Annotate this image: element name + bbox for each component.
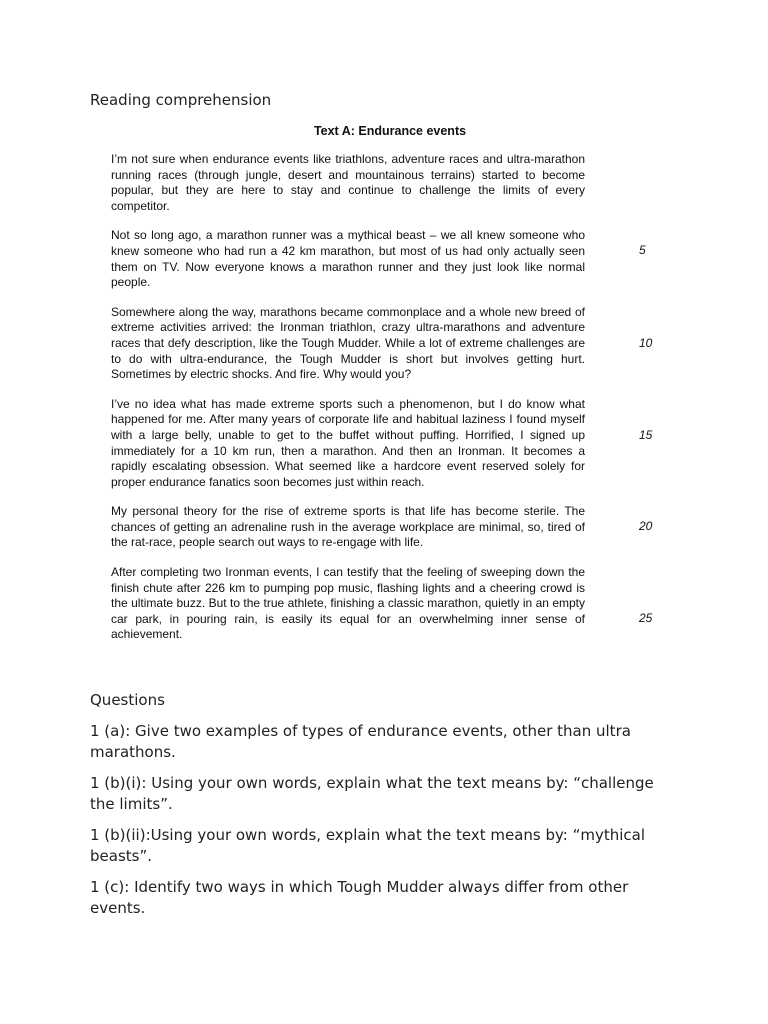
passage-paragraph-3 [111,304,653,383]
line-number-15: 15 [639,427,653,442]
passage-paragraph-4 [111,396,653,491]
question-1a: 1 (a): Give two examples of types of endurance events, other than ultra marathons. [90,722,631,761]
line-number-10: 10 [639,335,653,350]
question-1b-ii: 1 (b)(ii):Using your own words, explain what the text means by: “mythical beasts”. [90,826,646,865]
passage-paragraph-2 [111,228,646,290]
question-1b-i: 1 (b)(i): Using your own words, explain what the text means by: “challenge the limits”. [90,774,654,813]
passage-paragraph-5 [111,504,653,551]
passage-paragraph-6 [111,565,653,643]
paragraph-text: My personal theory for the rise of extreme sports is that life has become sterile. The chances of getting an adrenaline rush in the average workplace are minimal, so, tired of the rat-race, people search out ways to re-engage with life. [111,504,585,550]
line-number-20: 20 [639,519,653,534]
passage-title: Text A: Endurance events [313,124,467,138]
paragraph-text: After completing two Ironman events, I can testify that the feeling of sweeping down the finish chute after 226 km to pumping pop music, flashing lights and a cheering crowd is the ultimate buzz. But to the true athlete, finishing a classic marathon, quietly in an empty car park, in pouring rain, is easily its equal for an overwhelming inner sense of achievement. [111,565,585,642]
question-1c: 1 (c): Identify two ways in which Tough Mudder always differ from other events. [90,878,629,917]
paragraph-text: Somewhere along the way, marathons became commonplace and a whole new breed of extreme activities arrived: the Ironman triathlon, crazy ultra-marathons and adventure races that defy description, like the Tough Mudder. While a lot of extreme challenges are to do with ultra-endurance, the Tough Mudder is short but involves getting hurt. Sometimes by electric shocks. And fire. Why would you? [111,304,585,382]
paragraph-text: I’m not sure when endurance events like triathlons, adventure races and ultra-marathon running races (through jungle, desert and mountainous terrains) started to become popular, but they are here to stay and continue to challenge the limits of every competitor. [111,152,585,213]
paragraph-text: I’ve no idea what has made extreme sports such a phenomenon, but I do know what happened for me. After many years of corporate life and habitual laziness I found myself with a large belly, unable to get to the buffet without puffing. Horrified, I signed up immediately for a 10 km run, then a marathon. And then an Ironman. It becomes a rapidly escalating obsession. What seemed like a hardcore event reserved solely for proper endurance fanatics soon becomes just within reach. [111,396,585,489]
line-number-5: 5 [639,243,646,258]
paragraph-text: Not so long ago, a marathon runner was a mythical beast – we all knew someone who knew someone who had run a 42 km marathon, but most of us had only actually seen them on TV. Now everyone knows a marathon runner and they just look like normal people. [111,228,585,290]
page-heading: Reading comprehension [90,91,272,109]
passage-paragraph-1 [111,152,585,214]
line-number-25: 25 [639,611,653,626]
questions-heading: Questions [90,691,165,709]
questions-section [90,690,670,929]
scanned-passage [108,124,668,657]
